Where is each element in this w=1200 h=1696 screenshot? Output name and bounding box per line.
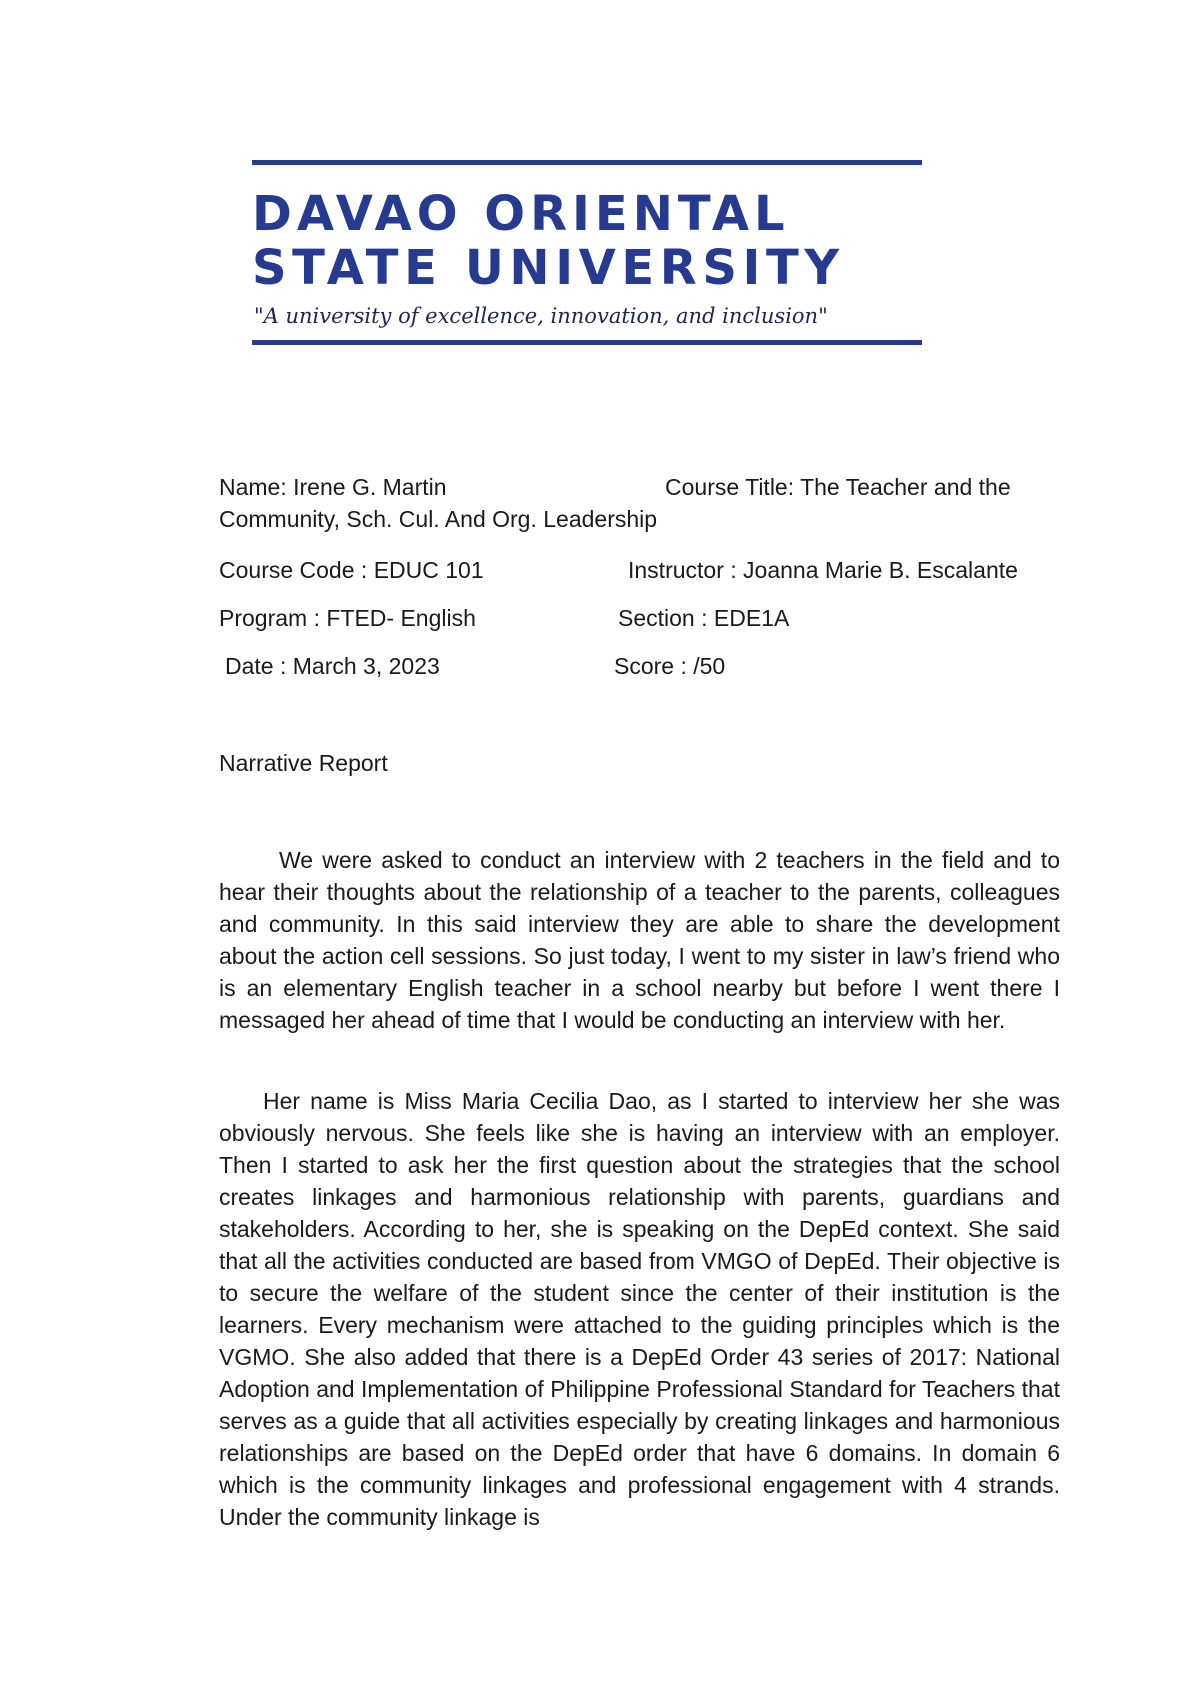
university-letterhead	[252, 160, 942, 346]
university-name-line1: DAVAO ORIENTAL	[252, 186, 790, 242]
score: Score : /50	[614, 653, 726, 679]
course-title: Course Title: The Teacher and the	[665, 474, 1011, 500]
section: Section : EDE1A	[618, 605, 790, 631]
course-title-continuation: Community, Sch. Cul. And Org. Leadership	[219, 506, 658, 532]
student-name: Name: Irene G. Martin	[219, 474, 447, 500]
report-heading: Narrative Report	[219, 750, 388, 776]
university-tagline: "A university of excellence, innovation, and inclusion"	[254, 304, 828, 328]
letterhead-top-rule	[252, 160, 922, 165]
date: Date : March 3, 2023	[225, 653, 440, 679]
letterhead-bottom-rule	[252, 340, 922, 345]
name-course-row	[219, 476, 1059, 499]
instructor: Instructor : Joanna Marie B. Escalante	[628, 557, 1018, 583]
report-paragraph-2: Her name is Miss Maria Cecilia Dao, as I started to interview her she was obviously nervous. She feels like she is having an interview with an employer. Then I started to ask her the first question about the strategies that the school creates linkages and harmonious relationship with parents, guardians and stakeholders. According to her, she is speaking on the DepEd context. She said that all the activities conducted are based from VMGO of DepEd. Their objective is to secure the welfare of the student since the center of their institution is the learners. Every mechanism were attached to the guiding principles which is the VGMO. She also added that there is a DepEd Order 43 series of 2017: National Adoption and Implementation of Philippine Professional Standard for Teachers that serves as a guide that all activities especially by creating linkages and harmonious relationships are based on the DepEd order that have 6 domains. In domain 6 which is the community linkages and professional engagement with 4 strands. Under the community linkage is	[219, 1088, 1060, 1530]
report-paragraph-1: We were asked to conduct an interview with 2 teachers in the field and to hear their thoughts about the relationship of a teacher to the parents, colleagues and community. In this said interview they are able to share the development about the action cell sessions. So just today, I went to my sister in law’s friend who is an elementary English teacher in a school nearby but before I went there I messaged her ahead of time that I would be conducting an interview with her.	[219, 847, 1060, 1033]
course-code: Course Code : EDUC 101	[219, 557, 484, 583]
university-name-line2: STATE UNIVERSITY	[252, 240, 845, 296]
program: Program : FTED- English	[219, 605, 476, 631]
